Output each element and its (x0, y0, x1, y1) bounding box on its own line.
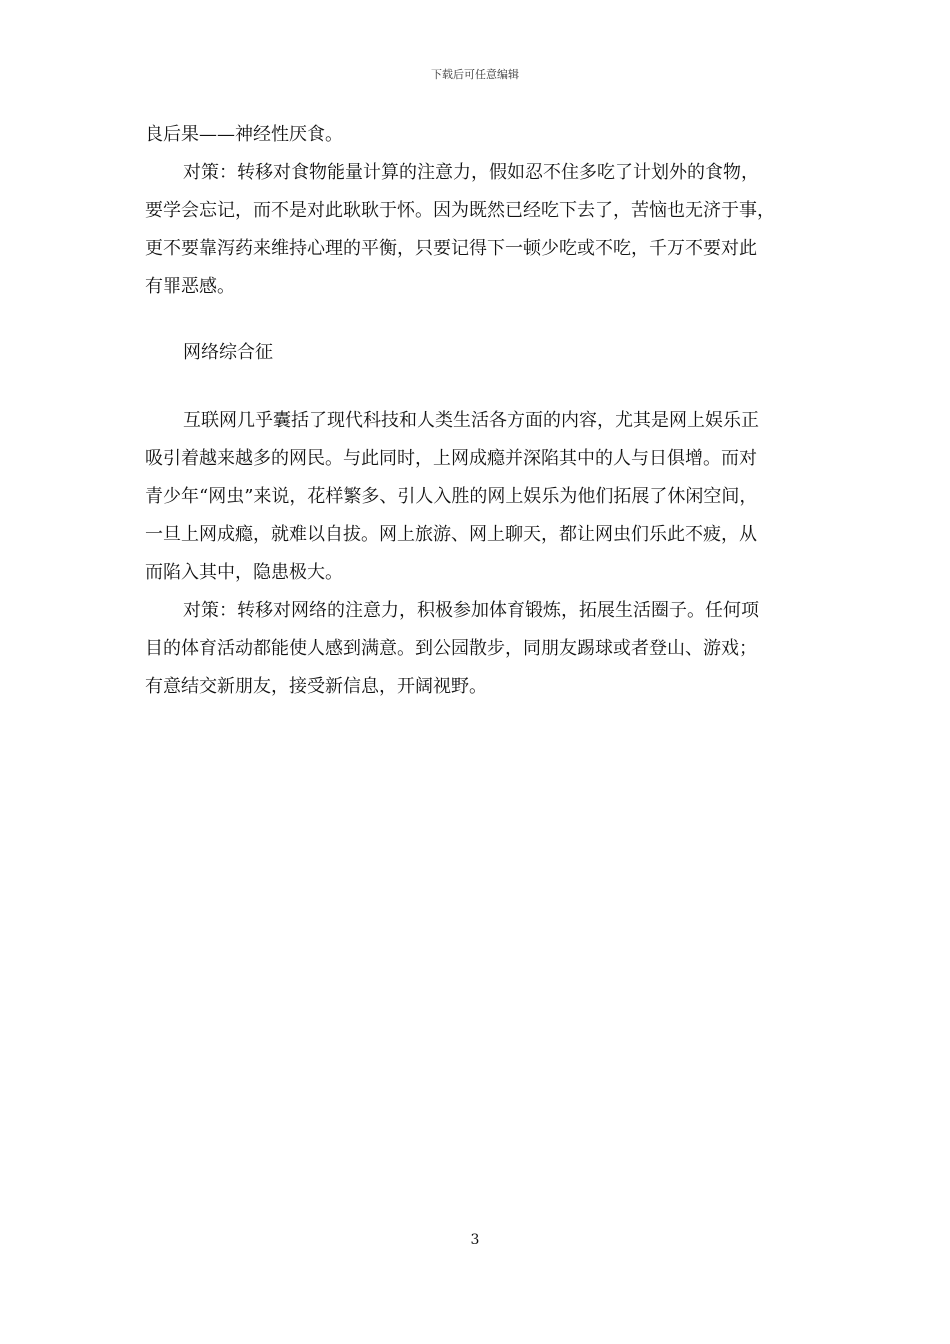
page-header: 下载后可任意编辑 (431, 68, 519, 81)
page-number: 3 (470, 1232, 480, 1248)
document-body (145, 116, 817, 706)
paragraph-countermeasure-internet: 对策：转移对网络的注意力，积极参加体育锻炼，拓展生活圈子。任何项 目的体育活动都能使人感到满意。到公园散步，同朋友踢球或者登山、游戏； 有意结交新朋友，接受新信息，开阔视野。 (145, 600, 759, 697)
paragraph-internet-description: 互联网几乎囊括了现代科技和人类生活各方面的内容，尤其是网上娱乐正 吸引着越来越多的网民。与此同时，上网成瘾并深陷其中的人与日俱增。而对 青少年“网虫”来说，花样繁多、引人入胜的网上娱乐为他们拓展了休闲空间， 一旦上网成瘾，就难以自拔。网上旅游、网上聊天，都让网虫们乐此不疲，从 而陷入其中，隐患极大。 (145, 410, 759, 583)
paragraph-countermeasure-anorexia: 对策：转移对食物能量计算的注意力，假如忍不住多吃了计划外的食物， 要学会忘记，而不是对此耿耿于怀。因为既然已经吃下去了，苦恼也无济于事， 更不要靠泻药来维持心理的平衡，只要记得下一顿少吃或不吃，千万不要对此 有罪恶感。 (145, 162, 775, 297)
section-heading-internet-syndrome: 网络综合征 (183, 342, 273, 363)
paragraph-continuation: 良后果——神经性厌食。 (145, 124, 343, 145)
